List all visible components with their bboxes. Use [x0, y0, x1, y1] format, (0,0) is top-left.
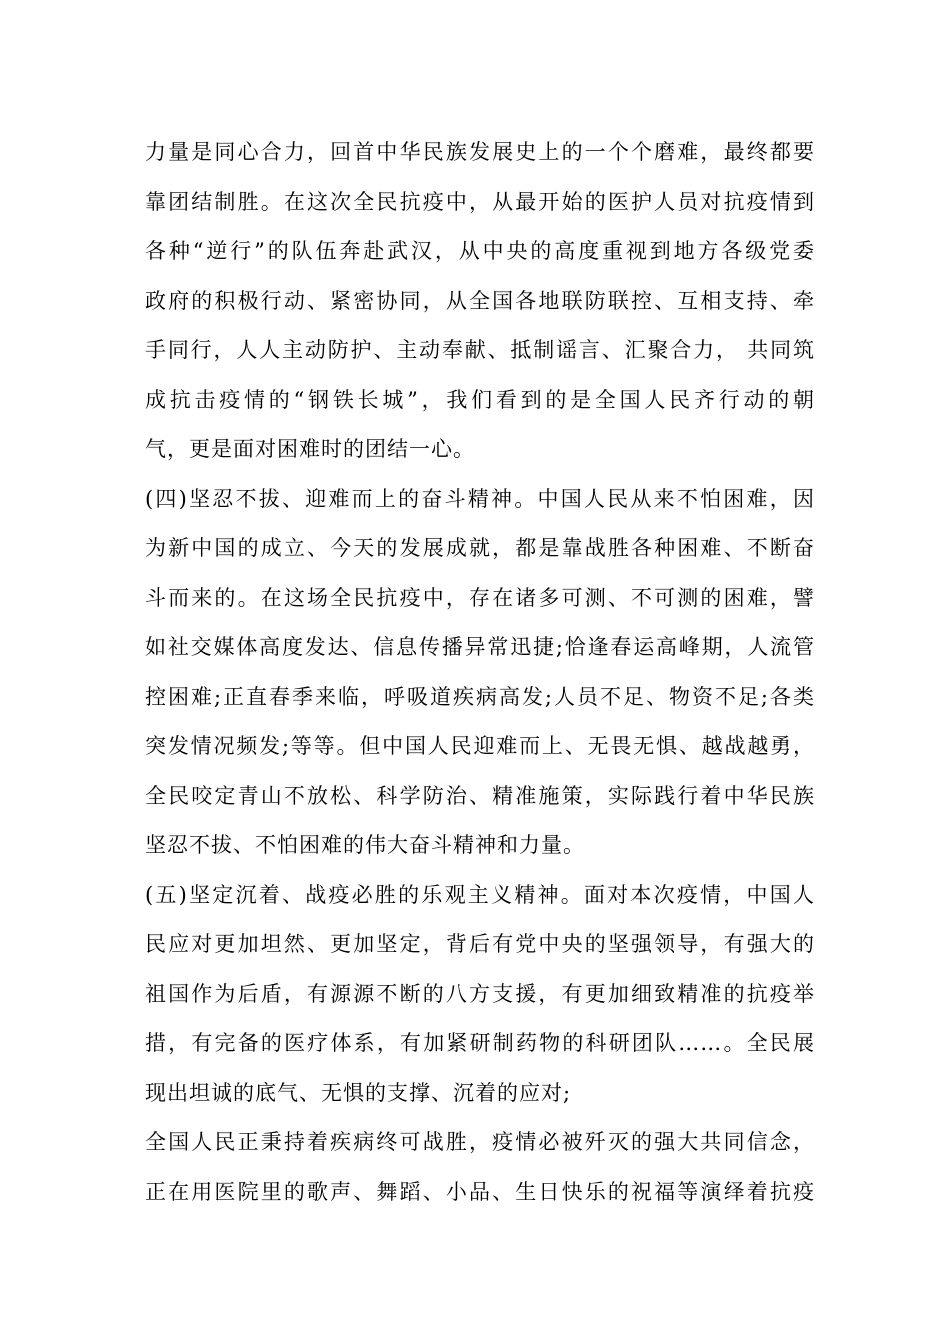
text-line: 如社交媒体高度发达、信息传播异常迅捷;恰逢春运高峰期，人流管: [145, 635, 815, 659]
text-line: 力量是同心合力，回首中华民族发展史上的一个个磨难，最终都要: [145, 140, 815, 164]
text-line: 政府的积极行动、紧密协同，从全国各地联防联控、互相支持、牵: [145, 288, 815, 313]
text-line: 靠团结制胜。在这次全民抗疫中，从最开始的医护人员对抗疫情到: [145, 189, 815, 214]
text-line: 全民咬定青山不放松、科学防治、精准施策，实际践行着中华民族: [145, 783, 815, 808]
body-text: [145, 128, 815, 1217]
text-line: 祖国作为后盾，有源源不断的八方支援，有更加细致精准的抗疫举: [145, 981, 815, 1006]
text-line: 全国人民正秉持着疾病终可战胜，疫情必被歼灭的强大共同信念，: [145, 1130, 815, 1154]
text-line: 成抗击疫情的“钢铁长城”，我们看到的是全国人民齐行动的朝: [145, 387, 815, 412]
text-line: 措，有完备的医疗体系，有加紧研制药物的科研团队……。全民展: [145, 1031, 815, 1055]
text-line: 气，更是面对困难时的团结一心。: [145, 437, 475, 461]
text-line: 现出坦诚的底气、无惧的支撑、沉着的应对;: [145, 1080, 572, 1105]
text-line: 各种“逆行”的队伍奔赴武汉，从中央的高度重视到地方各级党委: [145, 239, 815, 263]
text-line: 坚忍不拔、不怕困难的伟大奋斗精神和力量。: [145, 833, 585, 857]
text-line: 为新中国的成立、今天的发展成就，都是靠战胜各种困难、不断奋: [145, 536, 815, 560]
text-line: (四)坚忍不拔、迎难而上的奋斗精神。中国人民从来不怕困难，因: [145, 486, 815, 511]
text-line: 控困难;正直春季来临，呼吸道疾病高发;人员不足、物资不足;各类: [145, 684, 815, 709]
text-line: 斗而来的。在这场全民抗疫中，存在诸多可测、不可测的困难，譬: [145, 585, 815, 610]
text-line: 手同行，人人主动防护、主动奉献、抵制谣言、汇聚合力， 共同筑: [145, 338, 815, 362]
text-line: 民应对更加坦然、更加坚定，背后有党中央的坚强领导，有强大的: [145, 932, 815, 956]
text-line: (五)坚定沉着、战疫必胜的乐观主义精神。面对本次疫情，中国人: [145, 882, 815, 907]
text-line: 突发情况频发;等等。但中国人民迎难而上、无畏无惧、越战越勇，: [145, 734, 815, 758]
text-line: 正在用医院里的歌声、舞蹈、小品、生日快乐的祝福等演绎着抗疫: [145, 1179, 815, 1204]
